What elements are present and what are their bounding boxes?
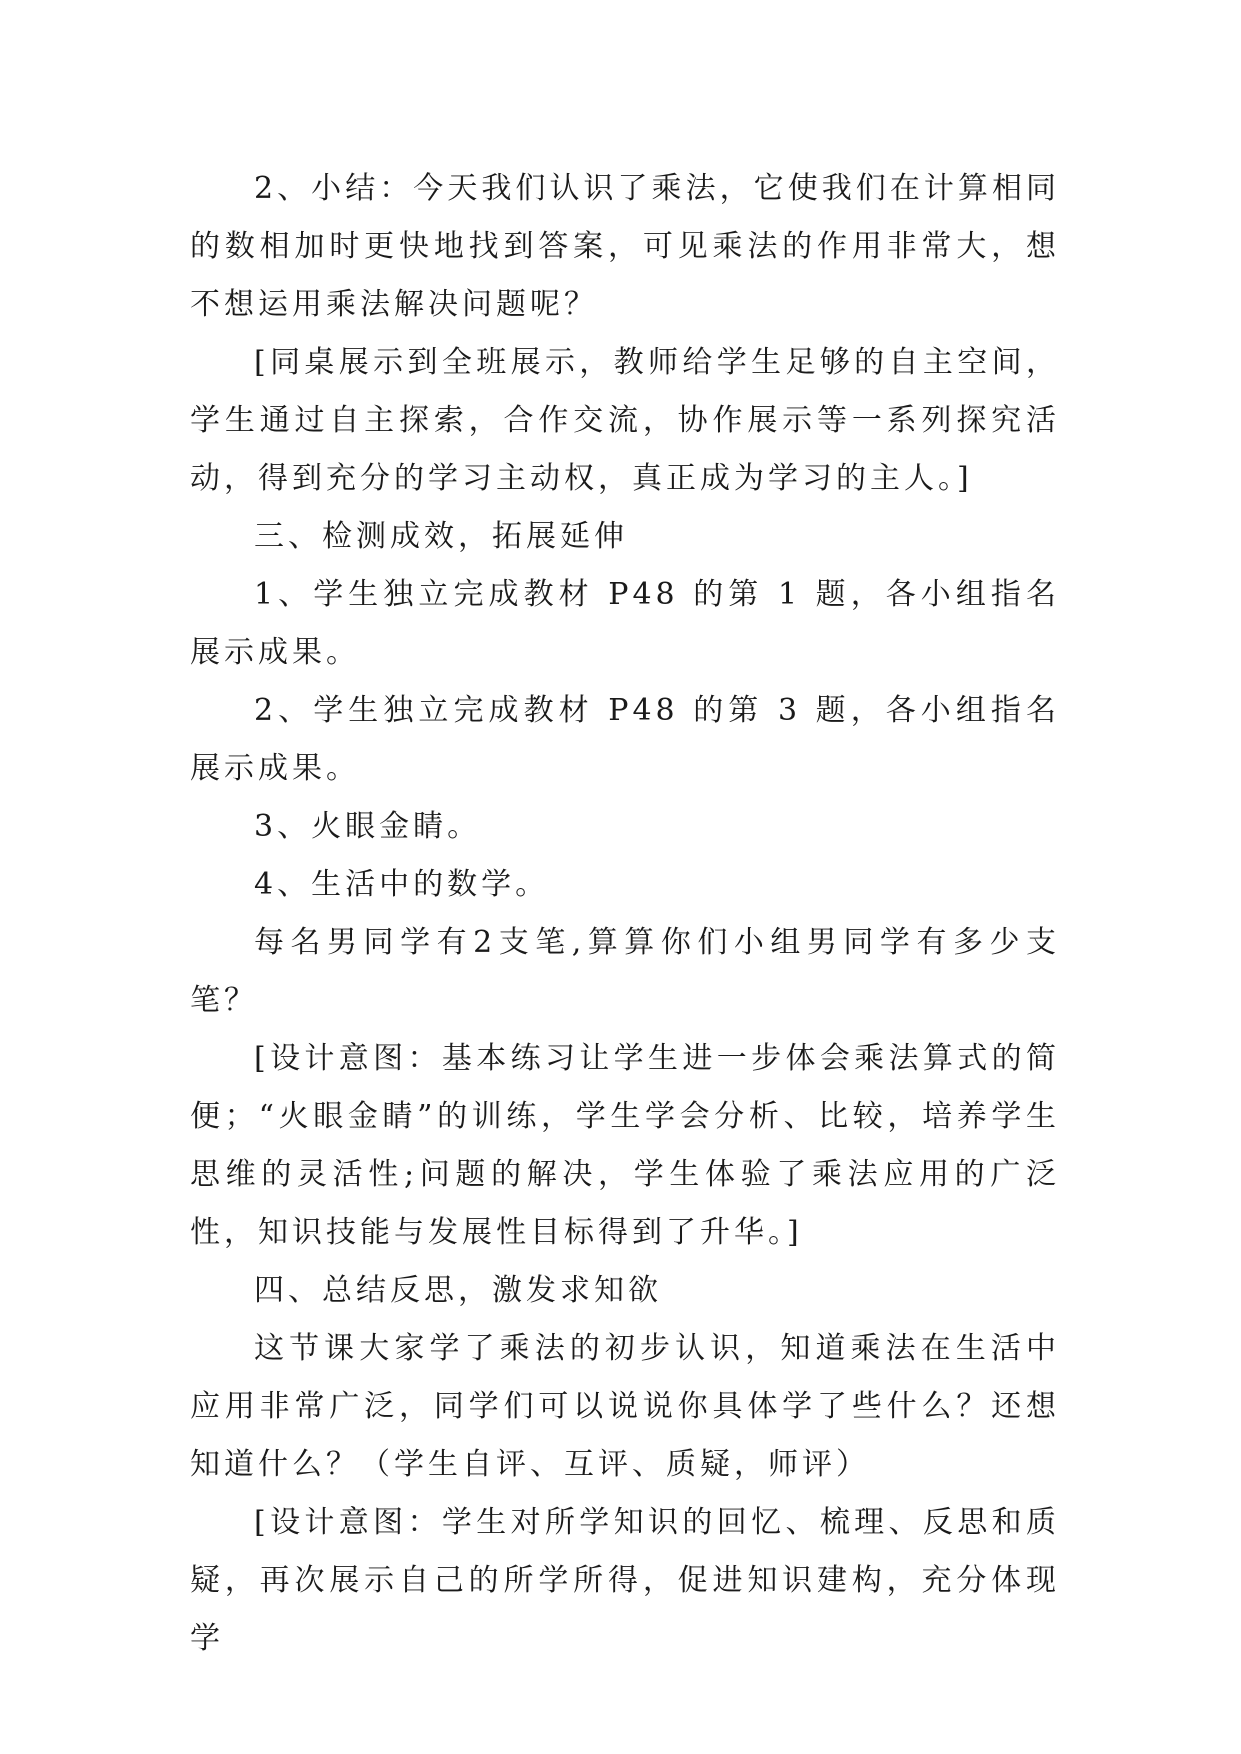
paragraph-exercise-3: 3、火眼金睛。 bbox=[254, 809, 482, 844]
paragraph-question: 每名男同学有2支笔,算算你们小组男同学有多少支笔？ bbox=[190, 925, 1060, 1018]
paragraph-design-note-1: [同桌展示到全班展示，教师给学生足够的自主空间，学生通过自主探索，合作交流，协作展示等一系列探究活动，得到充分的学习主动权，真正成为学习的主人。] bbox=[190, 345, 1060, 496]
paragraph-exercise-2: 2、学生独立完成教材 P48 的第 3 题，各小组指名展示成果。 bbox=[190, 693, 1060, 786]
paragraph-exercise-4: 4、生活中的数学。 bbox=[254, 867, 550, 902]
paragraph-design-note-3: [设计意图：学生对所学知识的回忆、梳理、反思和质疑，再次展示自己的所学所得，促进知识建构，充分体现学 bbox=[190, 1505, 1060, 1656]
section-heading-4: 四、总结反思，激发求知欲 bbox=[254, 1273, 662, 1308]
paragraph-summary: 2、小结：今天我们认识了乘法，它使我们在计算相同的数相加时更快地找到答案，可见乘法的作用非常大，想不想运用乘法解决问题呢？ bbox=[190, 171, 1060, 322]
paragraph-exercise-1: 1、学生独立完成教材 P48 的第 1 题，各小组指名展示成果。 bbox=[190, 577, 1060, 670]
paragraph-design-note-2: [设计意图：基本练习让学生进一步体会乘法算式的简便；“火眼金睛”的训练，学生学会分析、比较，培养学生思维的灵活性;问题的解决，学生体验了乘法应用的广泛性，知识技能与发展性目标得到了升华。] bbox=[190, 1041, 1060, 1250]
document-body bbox=[190, 160, 1060, 1668]
section-heading-3: 三、检测成效，拓展延伸 bbox=[254, 519, 628, 554]
paragraph-reflection: 这节课大家学了乘法的初步认识，知道乘法在生活中应用非常广泛，同学们可以说说你具体学了些什么？还想知道什么？（学生自评、互评、质疑，师评） bbox=[190, 1331, 1060, 1482]
